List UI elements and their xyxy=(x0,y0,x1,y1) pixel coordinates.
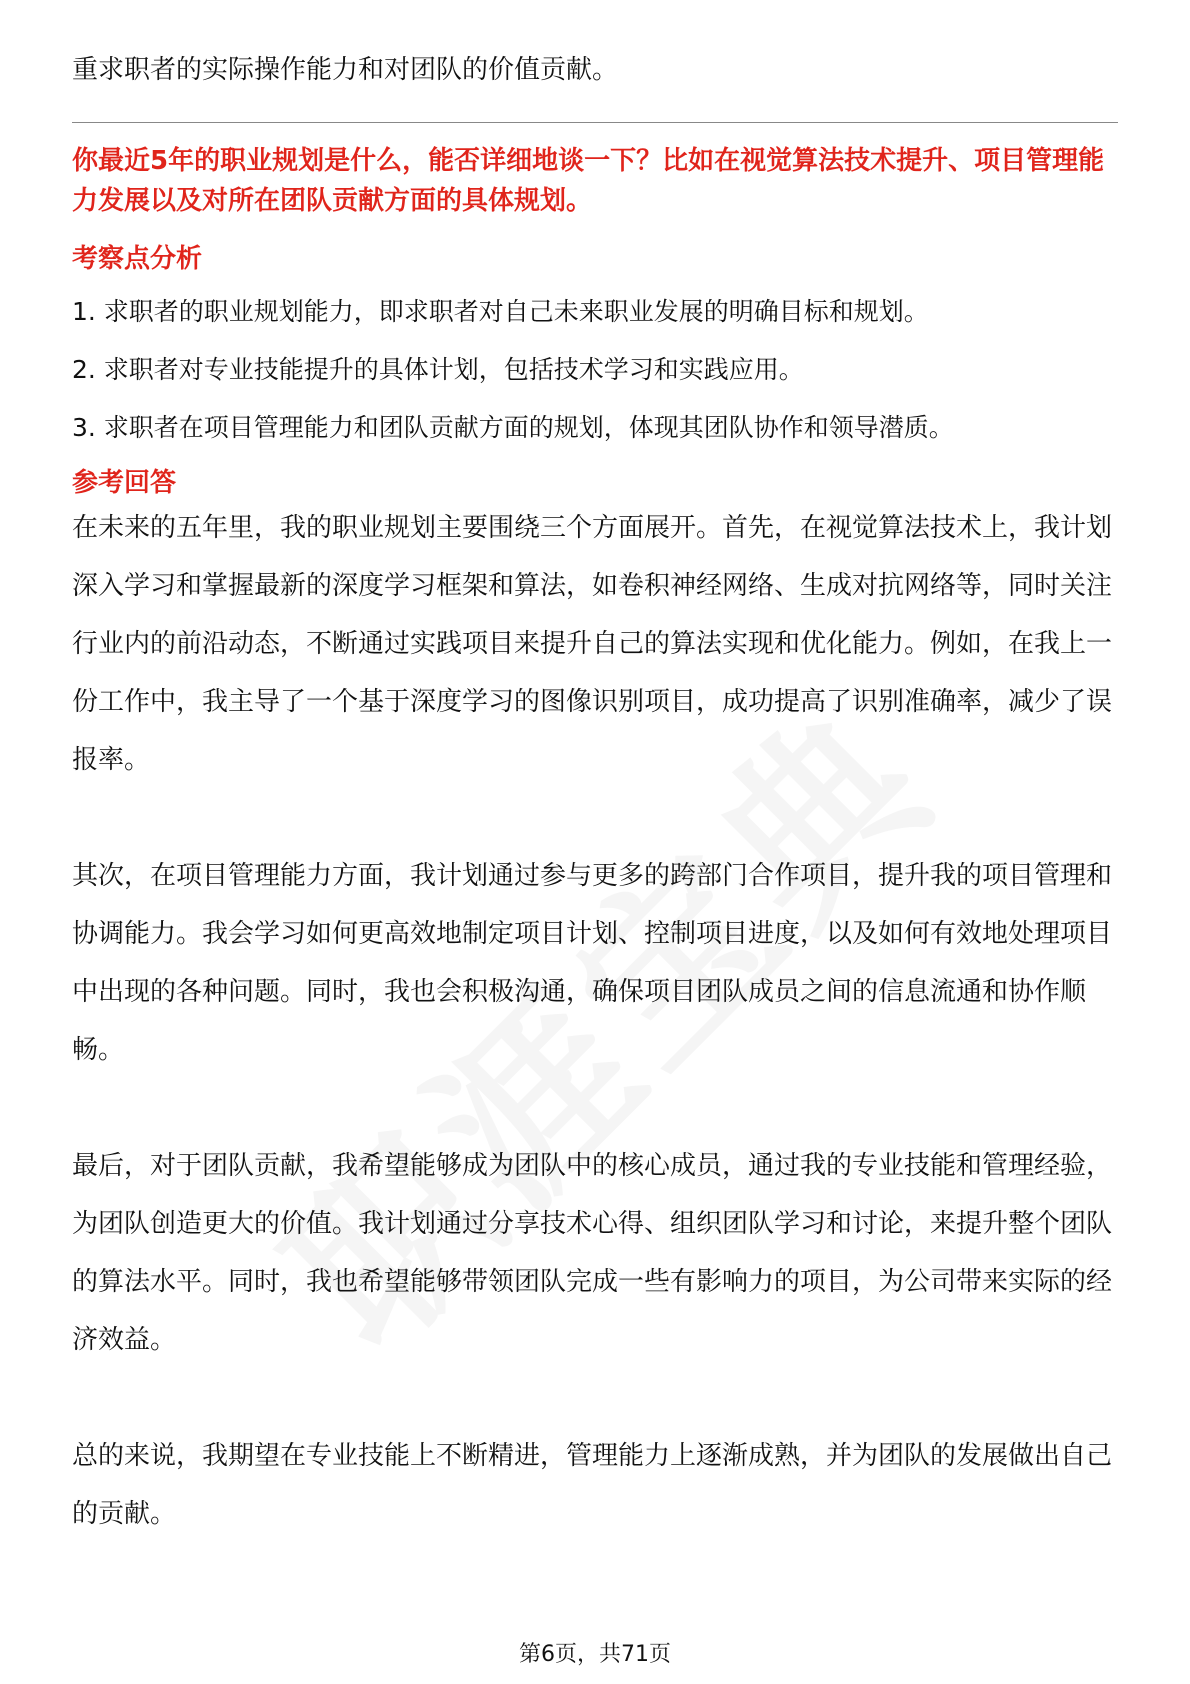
section-divider xyxy=(72,122,1118,123)
analysis-item: 2. 求职者对专业技能提升的具体计划，包括技术学习和实践应用。 xyxy=(72,355,804,384)
answer-title: 参考回答 xyxy=(72,468,177,498)
analysis-item: 3. 求职者在项目管理能力和团队贡献方面的规划，体现其团队协作和领导潜质。 xyxy=(72,413,954,442)
lead-text: 重求职者的实际操作能力和对团队的价值贡献。 xyxy=(72,55,619,85)
answer-paragraph: 其次，在项目管理能力方面，我计划通过参与更多的跨部门合作项目，提升我的项目管理和协调能力。我会学习如何更高效地制定项目计划、控制项目进度，以及如何有效地处理项目中出现的各种问题。同时，我也会积极沟通，确保项目团队成员之间的信息流通和协作顺畅。 xyxy=(72,861,1113,1065)
paragraph-gap xyxy=(72,1369,1118,1427)
analysis-title: 考察点分析 xyxy=(72,244,203,274)
page-content xyxy=(72,50,1118,1543)
paragraph-gap xyxy=(72,1079,1118,1137)
paragraph-gap xyxy=(72,789,1118,847)
page-number: 第6页，共71页 xyxy=(519,1642,671,1667)
answer-paragraph: 在未来的五年里，我的职业规划主要围绕三个方面展开。首先，在视觉算法技术上，我计划深入学习和掌握最新的深度学习框架和算法，如卷积神经网络、生成对抗网络等，同时关注行业内的前沿动态，不断通过实践项目来提升自己的算法实现和优化能力。例如，在我上一份工作中，我主导了一个基于深度学习的图像识别项目，成功提高了识别准确率，减少了误报率。 xyxy=(72,513,1113,775)
analysis-item: 1. 求职者的职业规划能力，即求职者对自己未来职业发展的明确目标和规划。 xyxy=(72,297,929,326)
answer-paragraph: 总的来说，我期望在专业技能上不断精进，管理能力上逐渐成熟，并为团队的发展做出自己的贡献。 xyxy=(72,1441,1113,1529)
answer-paragraph: 最后，对于团队贡献，我希望能够成为团队中的核心成员，通过我的专业技能和管理经验，为团队创造更大的价值。我计划通过分享技术心得、组织团队学习和讨论，来提升整个团队的算法水平。同时，我也希望能够带领团队完成一些有影响力的项目，为公司带来实际的经济效益。 xyxy=(72,1151,1113,1355)
interview-question: 你最近5年的职业规划是什么，能否详细地谈一下？比如在视觉算法技术提升、项目管理能力发展以及对所在团队贡献方面的具体规划。 xyxy=(72,146,1105,216)
